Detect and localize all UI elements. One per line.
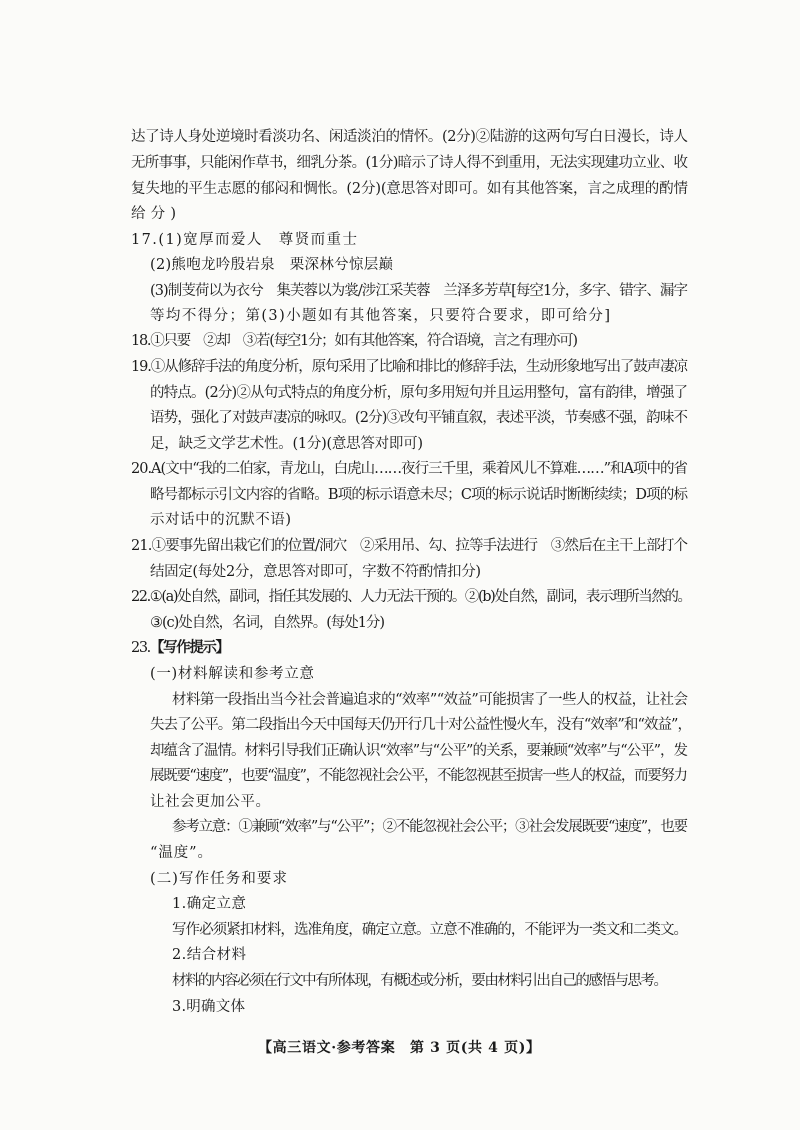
q23-requirement-1-title: 1.确定立意 [172,896,247,912]
q23-requirement-3-title: 3.明确文体 [172,999,246,1015]
q19-answer-line-2: 的特点。(2分)②从句式特点的角度分析，原句多用短句并且运用整句，富有韵律，增强了 [150,385,688,401]
q23-requirement-1-text: 写作必须紧扣材料，选准角度，确定立意。立意不准确的，不能评为一类文和二类文。 [172,922,688,938]
q19-answer-line-4: 足，缺乏文学艺术性。(1分)(意思答对即可) [150,436,423,452]
q23-heading: 【写作提示】 [149,639,229,656]
q23-requirement-2-title: 2.结合材料 [172,947,247,963]
q23-reference-ideas-line-1: 参考立意：①兼顾“效率”与“公平”；②不能忽视社会公平；③社会发展既要“速度”，也要 [172,819,687,835]
q23-part2-title: (二)写作任务和要求 [150,871,289,887]
q23-part1-title: (一)材料解读和参考立意 [150,666,315,682]
q16-answer-line-3: 复失地的平生志愿的郁闷和惆怅。(2分)(意思答对即可。如有其他答案，言之成理的酌情 [131,181,688,197]
q16-answer-line-2: 无所事事，只能闲作草书，细乳分茶。(1分)暗示了诗人得不到重用，无法实现建功立业、收 [131,155,688,171]
q20-answer-line-3: 示对话中的沉默不语) [150,512,292,528]
q17-answer-line-3: (3)制芰荷以为衣兮 集芙蓉以为裳/涉江采芙蓉 兰泽多芳草[每空1分，多字、错字、漏字 [150,283,688,299]
q18-answer-line-1: 18.①只要 ②却 ③若(每空1分；如有其他答案，符合语境，言之有理亦可) [131,333,577,349]
page-footer: 【高三语文·参考答案 第 3 页(共 4 页)】 [258,1040,541,1056]
q23-part1-paragraph-line-5: 让社会更加公平。 [150,794,271,810]
q19-answer-line-3: 语势，强化了对鼓声凄凉的咏叹。(2分)③改句平铺直叙，表述平淡，节奏感不强，韵味不 [150,410,688,426]
q23-reference-ideas-line-2: “温度”。 [150,845,213,861]
q22-answer-line-1: 22.①(a)处自然，副词，指任其发展的、人力无法干预的。②(b)处自然，副词，表示理所当然的。 [131,589,691,605]
q23-part1-paragraph-line-2: 失去了公平。第二段指出今天中国每天仍开行几十对公益性慢火车，没有“效率”和“效益”， [150,717,692,733]
q22-answer-line-2: ③(c)处自然，名词，自然界。(每处1分) [150,615,384,631]
q20-answer-line-2: 略号都标示引文内容的省略。B项的标示语意未尽；C项的标示说话时断断续续；D项的标 [150,487,688,503]
q23-part1-paragraph-line-4: 展既要“速度”，也要“温度”，不能忽视社会公平，不能忽视甚至损害一些人的权益，而要努力 [150,768,687,784]
q23-requirement-2-text: 材料的内容必须在行文中有所体现，有概述或分析，要由材料引出自己的感悟与思考。 [172,973,667,989]
q23-heading-line [131,638,229,658]
q21-answer-line-1: 21.①要事先留出栽它们的位置/洞穴 ②采用吊、勾、拉等手法进行 ③然后在主干上部打个 [131,538,688,554]
q23-part1-paragraph-line-3: 却蕴含了温情。材料引导我们正确认识“效率”与“公平”的关系，要兼顾“效率”与“公平”，发 [150,743,687,759]
q17-answer-line-4: 等均不得分；第(3)小题如有其他答案，只要符合要求，即可给分] [150,308,612,324]
q17-answer-line-2: (2)熊咆龙吟殷岩泉 栗深林兮惊层巅 [150,257,394,273]
q16-answer-line-1: 达了诗人身处逆境时看淡功名、闲适淡泊的情怀。(2分)②陆游的这两句写白日漫长，诗人 [131,129,688,145]
q23-number: 23. [131,640,150,656]
q21-answer-line-2: 结固定(每处2分，意思答对即可，字数不符酌情扣分) [150,564,481,580]
q19-answer-line-1: 19.①从修辞手法的角度分析，原句采用了比喻和排比的修辞手法，生动形象地写出了鼓声凄凉 [131,359,687,375]
q20-answer-line-1: 20.A(文中“我的二伯家，青龙山，白虎山……夜行三千里，乘着风儿不算难……”和A项中的省 [131,461,687,477]
q23-part1-paragraph-line-1: 材料第一段指出当今社会普遍追求的“效率”“效益”可能损害了一些人的权益，让社会 [172,692,688,708]
q17-answer-line-1: 17.(1)宽厚而爱人 尊贤而重士 [131,232,359,248]
q16-answer-line-4: 给分) [131,206,182,222]
